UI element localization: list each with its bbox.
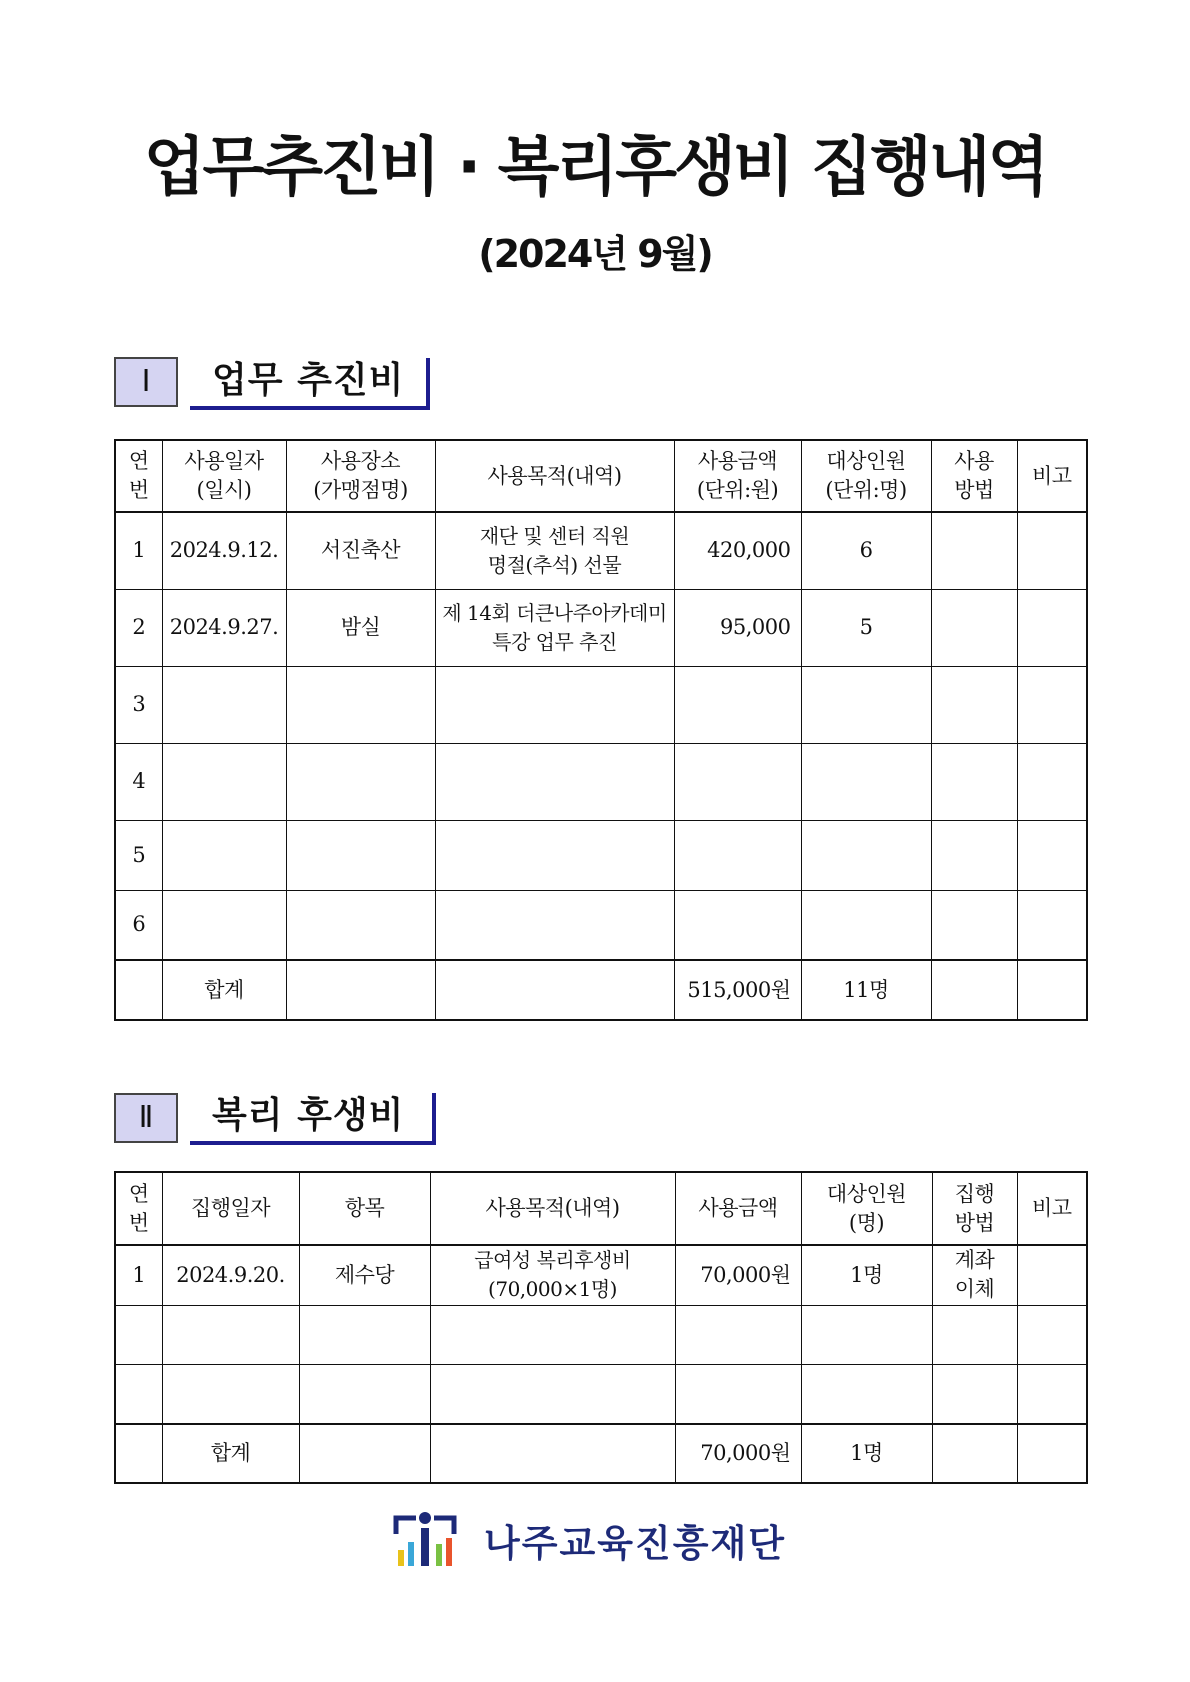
cell-purpose — [430, 1364, 675, 1424]
total-row — [115, 1424, 1087, 1483]
cell-item: 제수당 — [299, 1245, 430, 1305]
table-row — [115, 743, 1087, 820]
cell-amount — [674, 666, 801, 743]
cell-people: 1명 — [801, 1245, 932, 1305]
column-header: 사용 방법 — [931, 440, 1017, 512]
section-2-title: 복리 후생비 — [190, 1093, 436, 1145]
organization-name: 나주교육진흥재단 — [484, 1522, 786, 1565]
column-header: 사용목적(내역) — [430, 1172, 675, 1245]
cell-amount: 95,000 — [674, 589, 801, 666]
cell-purpose: 급여성 복리후생비 (70,000×1명) — [430, 1245, 675, 1305]
column-header: 연 번 — [115, 440, 162, 512]
column-header: 대상인원 (명) — [801, 1172, 932, 1245]
cell-note — [1017, 512, 1087, 589]
cell-people — [801, 666, 931, 743]
cell-date: 2024.9.20. — [162, 1245, 299, 1305]
cell-note — [1017, 743, 1087, 820]
page-subtitle: (2024년 9월) — [478, 232, 712, 276]
cell-method — [931, 890, 1017, 960]
total-empty-cell — [115, 960, 162, 1020]
total-amount: 515,000원 — [674, 960, 801, 1020]
column-header: 비고 — [1017, 440, 1087, 512]
table-row — [115, 1364, 1087, 1424]
page-title: 업무추진비 · 복리후생비 집행내역 — [143, 131, 1047, 205]
section-1-title: 업무 추진비 — [190, 358, 430, 410]
welfare-expense-table — [114, 1171, 1088, 1484]
cell-method — [931, 666, 1017, 743]
cell-method: 계좌 이체 — [932, 1245, 1017, 1305]
cell-people — [801, 890, 931, 960]
cell-amount — [674, 890, 801, 960]
cell-people — [801, 743, 931, 820]
section-1-number: Ⅰ — [114, 357, 178, 407]
cell-note — [1017, 666, 1087, 743]
total-empty-cell — [430, 1424, 675, 1483]
cell-note — [1017, 1245, 1087, 1305]
total-label: 합계 — [162, 1424, 299, 1483]
table-row — [115, 589, 1087, 666]
column-header: 연 번 — [115, 1172, 162, 1245]
column-header: 항목 — [299, 1172, 430, 1245]
cell-purpose: 제 14회 더큰나주아카데미 특강 업무 추진 — [435, 589, 674, 666]
cell-place — [286, 820, 435, 890]
cell-people — [801, 1305, 932, 1364]
cell-date: 2024.9.12. — [162, 512, 286, 589]
cell-people — [801, 1364, 932, 1424]
table-row — [115, 890, 1087, 960]
column-header: 사용장소 (가맹점명) — [286, 440, 435, 512]
logo-person-body — [421, 1528, 429, 1566]
cell-place: 밤실 — [286, 589, 435, 666]
cell-note — [1017, 1305, 1087, 1364]
cell-date — [162, 1364, 299, 1424]
cell-purpose: 재단 및 센터 직원 명절(추석) 선물 — [435, 512, 674, 589]
cell-date — [162, 666, 286, 743]
cell-purpose — [435, 743, 674, 820]
column-header: 사용금액 — [675, 1172, 801, 1245]
logo-bar — [436, 1544, 442, 1566]
cell-method — [932, 1364, 1017, 1424]
cell-place: 서진축산 — [286, 512, 435, 589]
footer — [392, 1510, 786, 1570]
cell-place — [286, 666, 435, 743]
cell-date — [162, 890, 286, 960]
cell-place — [286, 743, 435, 820]
total-empty-cell — [115, 1424, 162, 1483]
total-empty-cell — [932, 1424, 1017, 1483]
column-header: 비고 — [1017, 1172, 1087, 1245]
total-label: 합계 — [162, 960, 286, 1020]
column-header: 사용금액 (단위:원) — [674, 440, 801, 512]
cell-note — [1017, 820, 1087, 890]
cell-date: 2024.9.27. — [162, 589, 286, 666]
total-row — [115, 960, 1087, 1020]
cell-amount: 70,000원 — [675, 1245, 801, 1305]
logo-person-head — [419, 1512, 431, 1524]
cell-amount — [675, 1364, 801, 1424]
total-people: 1명 — [801, 1424, 932, 1483]
table-row — [115, 1305, 1087, 1364]
cell-purpose — [435, 890, 674, 960]
cell-date — [162, 743, 286, 820]
cell-place — [286, 890, 435, 960]
cell-no: 3 — [115, 666, 162, 743]
cell-no: 4 — [115, 743, 162, 820]
cell-no: 1 — [115, 1245, 162, 1305]
logo-bar — [408, 1542, 414, 1566]
cell-people: 5 — [801, 589, 931, 666]
total-empty-cell — [299, 1424, 430, 1483]
total-amount: 70,000원 — [675, 1424, 801, 1483]
total-empty-cell — [286, 960, 435, 1020]
total-empty-cell — [435, 960, 674, 1020]
column-header: 집행일자 — [162, 1172, 299, 1245]
cell-amount — [674, 820, 801, 890]
business-expense-table — [114, 439, 1088, 1021]
total-empty-cell — [1017, 960, 1087, 1020]
cell-amount — [674, 743, 801, 820]
cell-purpose — [435, 666, 674, 743]
cell-no: 5 — [115, 820, 162, 890]
cell-method — [931, 820, 1017, 890]
table-header-row — [115, 440, 1087, 512]
cell-date — [162, 1305, 299, 1364]
cell-note — [1017, 589, 1087, 666]
cell-no — [115, 1364, 162, 1424]
cell-people: 6 — [801, 512, 931, 589]
table-row — [115, 1245, 1087, 1305]
table-header-row — [115, 1172, 1087, 1245]
column-header: 대상인원 (단위:명) — [801, 440, 931, 512]
cell-no: 2 — [115, 589, 162, 666]
cell-no: 1 — [115, 512, 162, 589]
cell-note — [1017, 890, 1087, 960]
logo-bar — [446, 1538, 452, 1566]
cell-amount: 420,000 — [674, 512, 801, 589]
total-empty-cell — [931, 960, 1017, 1020]
cell-method — [931, 512, 1017, 589]
total-people: 11명 — [801, 960, 931, 1020]
cell-people — [801, 820, 931, 890]
cell-date — [162, 820, 286, 890]
cell-purpose — [435, 820, 674, 890]
cell-no: 6 — [115, 890, 162, 960]
cell-no — [115, 1305, 162, 1364]
column-header: 사용목적(내역) — [435, 440, 674, 512]
cell-amount — [675, 1305, 801, 1364]
cell-item — [299, 1305, 430, 1364]
column-header: 집행 방법 — [932, 1172, 1017, 1245]
cell-item — [299, 1364, 430, 1424]
cell-method — [931, 589, 1017, 666]
table-row — [115, 512, 1087, 589]
cell-method — [931, 743, 1017, 820]
section-2-number: Ⅱ — [114, 1093, 178, 1143]
logo-bar — [398, 1550, 404, 1566]
cell-purpose — [430, 1305, 675, 1364]
cell-note — [1017, 1364, 1087, 1424]
cell-method — [932, 1305, 1017, 1364]
total-empty-cell — [1017, 1424, 1087, 1483]
table-row — [115, 820, 1087, 890]
column-header: 사용일자 (일시) — [162, 440, 286, 512]
foundation-logo-icon — [392, 1510, 458, 1570]
table-row — [115, 666, 1087, 743]
